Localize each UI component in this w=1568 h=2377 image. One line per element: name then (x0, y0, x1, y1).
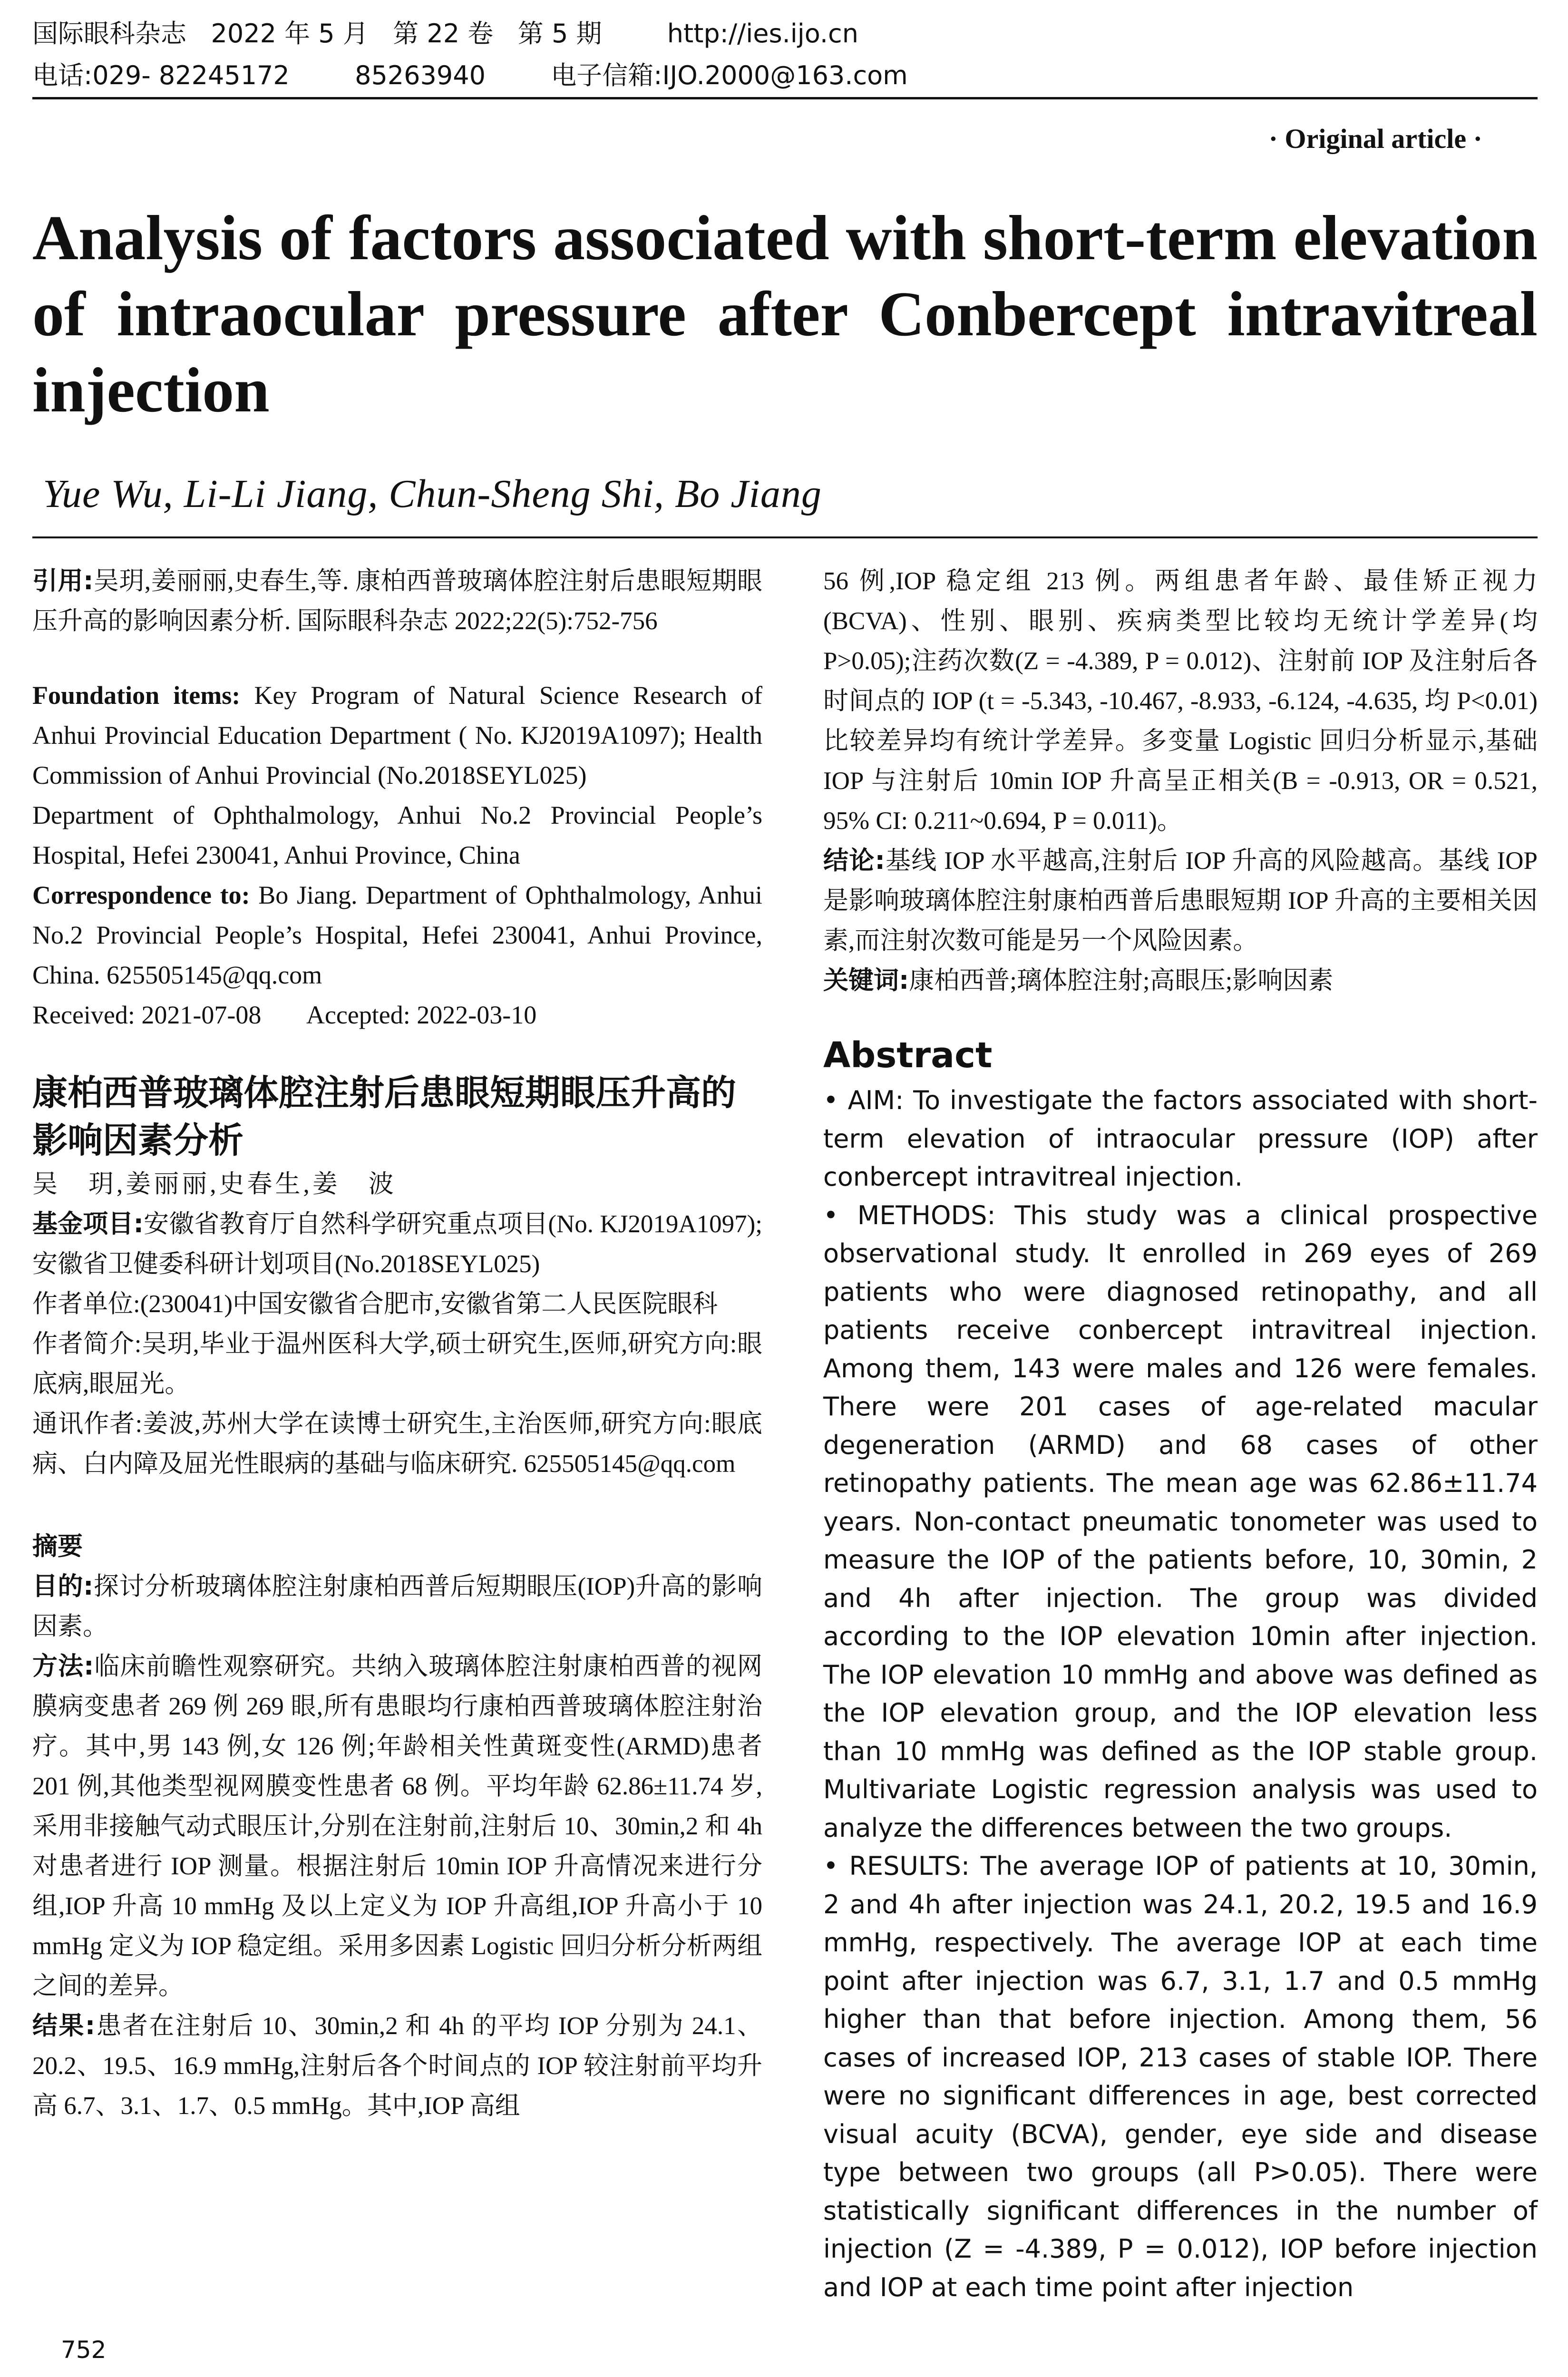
keywords-text: 康柏西普;璃体腔注射;高眼压;影响因素 (909, 967, 1334, 994)
journal-header-line: 国际眼科杂志 2022 年 5 月 第 22 卷 第 5 期 http://ies.ijo.cn (32, 19, 858, 49)
correspondence-label: Correspondence to: (32, 881, 250, 909)
abstract-aim-label: • AIM: (823, 1085, 904, 1115)
fund-text: 安徽省教育厅自然科学研究重点项目(No. KJ2019A1097);安徽省卫健委科研计划项目(No.2018SEYL025) (32, 1210, 762, 1278)
foundation-label: Foundation items: (32, 681, 241, 710)
abstract-aim-text: To investigate the factors associated with short-term elevation of intraocular pressure (IOP) after conbercept intravitreal injection. (823, 1085, 1538, 1192)
abstract-methods-text: This study was a clinical prospective observational study. It enrolled in 269 eyes of 269 patients who were diagnosed retinopathy, and all patients receive conbercept intravitreal injection. Among them, 143 were males and 126 were females. There were 201 cases of age-related macular degeneration (ARMD) and 68 cases of other retinopathy patients. The mean age was 62.86±11.74 years. Non-contact pneumatic tonometer was used to measure the IOP of the patients before, 10, 30min, 2 and 4h after injection. The group was divided according to the IOP elevation 10min after injection. The IOP elevation 10 mmHg and above was defined as the IOP elevation group, and the IOP elevation less than 10 mmHg was defined as the IOP stable group. Multivariate Logistic regression analysis was used to analyze the differences between the two groups. (823, 1200, 1538, 1843)
results-block (32, 2006, 762, 2126)
correspondence-block (32, 875, 762, 995)
byline-rule (32, 536, 1538, 538)
article-title (32, 200, 1538, 428)
unit-text: (230041)中国安徽省合肥市,安徽省第二人民医院眼科 (140, 1290, 718, 1318)
abstract-results-label: • RESULTS: (823, 1851, 970, 1881)
bio-label: 作者简介: (32, 1330, 142, 1358)
unit-block (32, 1284, 762, 1324)
right-column (823, 561, 1538, 2307)
title-line-2: of intraocular pressure after Conbercept intravitreal (32, 279, 1538, 349)
abstract-results-text: The average IOP of patients at 10, 30min, 2 and 4h after injection was 24.1, 20.2, 19.5 and 16.9 mmHg, respectively. The average IOP at each time point after injection was 6.7, 3.1, 1.7 and 0.5 mmHg higher than that before injection. Among them, 56 cases of increased IOP, 213 cases of stable IOP. There were no significant differences in age, best corrected visual acuity (BCVA), gender, eye side and disease type between two groups (all P>0.05). There were statistically significant differences in the number of injection (Z = -4.389, P = 0.012), IOP before injection and IOP at each time point after injection (823, 1851, 1538, 2302)
methods-text: 临床前瞻性观察研究。共纳入玻璃体腔注射康柏西普的视网膜病变患者 269 例 269 眼,所有患眼均行康柏西普玻璃体腔注射治疗。其中,男 143 例,女 126 例;年龄相关性黄斑变性(ARMD)患者 201 例,其他类型视网膜变性患者 68 例。平均年龄 62.86±11.74 岁,采用非接触气动式眼压计,分别在注射前,注射后 10、30min,2 和 4h 对患者进行 IOP 测量。根据注射后 10min IOP 升高情况来进行分组,IOP 升高 10 mmHg 及以上定义为 IOP 升高组,IOP 升高小于 10 mmHg 定义为 IOP 稳定组。采用多因素 Logistic 回归分析分析两组之间的差异。 (32, 1653, 762, 2000)
results-continued: 56 例,IOP 稳定组 213 例。两组患者年龄、最佳矫正视力(BCVA)、性别、眼别、疾病类型比较均无统计学差异(均 P>0.05);注药次数(Z = -4.389, P = 0.012)、注射前 IOP 及注射后各时间点的 IOP (t = -5.343, -10.467, -8.933, -6.124, -4.635, 均 P<0.01)比较差异均有统计学差异。多变量 Logistic 回归分析显示,基础 IOP 与注射后 10min IOP 升高呈正相关(B = -0.913, OR = 0.521, 95% CI: 0.211~0.694, P = 0.011)。 (823, 567, 1538, 835)
methods-label: 方法: (32, 1652, 94, 1681)
corr-block (32, 1404, 762, 1484)
unit-label: 作者单位: (32, 1290, 140, 1318)
conclusion-label: 结论: (823, 846, 885, 875)
abstract-heading: Abstract (823, 1035, 993, 1076)
results-label: 结果: (32, 2011, 96, 2040)
header-rule (32, 97, 1538, 99)
results-text: 患者在注射后 10、30min,2 和 4h 的平均 IOP 分别为 24.1、20.2、19.5、16.9 mmHg,注射后各个时间点的 IOP 较注射前平均升高 6.7、3.1、1.7、0.5 mmHg。其中,IOP 高组 (32, 2012, 762, 2120)
title-line-1: Analysis of factors associated with short-term elevation (32, 203, 1538, 273)
methods-block (32, 1646, 762, 2006)
foundation-text: Key Program of Natural Science Research of Anhui Provincial Education Department ( No. KJ2019A1097); Health Commission of Anhui Provincial (No.2018SEYL025) (32, 681, 762, 789)
conclusion-block (823, 841, 1538, 961)
keywords-label: 关键词: (823, 966, 909, 995)
corr-text: 姜波,苏州大学在读博士研究生,主治医师,研究方向:眼底病、白内障及屈光性眼病的基础与临床研究. 625505145@qq.com (32, 1410, 762, 1478)
contact-header-line: 电话:029- 82245172 85263940 电子信箱:IJO.2000@163.com (32, 60, 908, 90)
left-column (32, 561, 762, 2126)
author-list: Yue Wu, Li-Li Jiang, Chun-Sheng Shi, Bo Jiang (43, 472, 822, 516)
abstract-methods (823, 1197, 1538, 1848)
fund-block (32, 1204, 762, 1284)
bio-text: 吴玥,毕业于温州医科大学,硕士研究生,医师,研究方向:眼底病,眼屈光。 (32, 1330, 762, 1398)
citation-block (32, 561, 762, 641)
title-line-3: injection (32, 355, 270, 425)
citation-text: 吴玥,姜丽丽,史春生,等. 康柏西普玻璃体腔注射后患眼短期眼压升高的影响因素分析. 国际眼科杂志 2022;22(5):752-756 (32, 567, 762, 635)
corr-label: 通讯作者: (32, 1410, 143, 1438)
aim-block (32, 1567, 762, 1646)
conclusion-text: 基线 IOP 水平越高,注射后 IOP 升高的风险越高。基线 IOP 是影响玻璃体腔注射康柏西普后患眼短期 IOP 升高的主要相关因素,而注射次数可能是另一个风险因素。 (823, 847, 1538, 955)
aim-text: 探讨分析玻璃体腔注射康柏西普后短期眼压(IOP)升高的影响因素。 (32, 1573, 763, 1640)
aim-label: 目的: (32, 1572, 94, 1601)
received-date: Received: 2021-07-08 (32, 1001, 262, 1029)
abstract-methods-label: • METHODS: (823, 1200, 996, 1230)
abstract-results (823, 1847, 1538, 2307)
accepted-date: Accepted: 2022-03-10 (306, 1001, 537, 1029)
fund-label: 基金项目: (32, 1209, 144, 1238)
chinese-authors: 吴 玥,姜丽丽,史春生,姜 波 (32, 1170, 397, 1198)
keywords-block (823, 961, 1538, 1001)
abstract-aim (823, 1081, 1538, 1197)
bio-block (32, 1324, 762, 1404)
chinese-title: 康柏西普玻璃体腔注射后患眼短期眼压升高的影响因素分析 (32, 1072, 736, 1161)
section-label: · Original article · (1268, 123, 1482, 154)
page-number: 752 (61, 2336, 107, 2364)
chinese-abstract-heading: 摘要 (32, 1532, 83, 1561)
foundation-block (32, 675, 762, 795)
department-text: Department of Ophthalmology, Anhui No.2 Provincial People’s Hospital, Hefei 230041, Anhui Province, China (32, 801, 762, 869)
dates-line (32, 995, 762, 1035)
correspondence-text: Bo Jiang. Department of Ophthalmology, Anhui No.2 Provincial People’s Hospital, Hefei 230041, Anhui Province, China. 625505145@qq.com (32, 881, 762, 989)
citation-label: 引用: (32, 566, 94, 595)
